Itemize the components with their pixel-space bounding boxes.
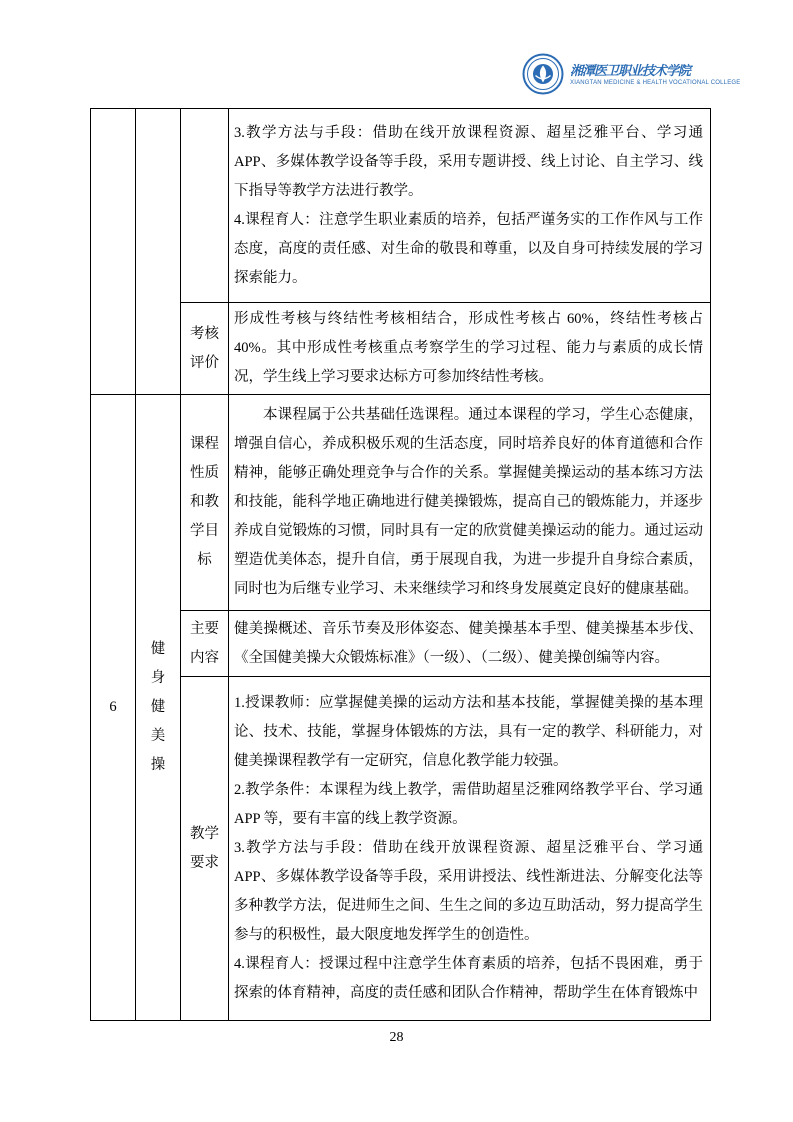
paragraph: 3.教学方法与手段：借助在线开放课程资源、超星泛雅平台、学习通 APP、多媒体教学设备等手段，采用专题讲授、线上讨论、自主学习、线下指导等教学方法进行教学。 [234, 124, 703, 199]
college-name-zh: 湘潭医卫职业技术学院 [570, 63, 691, 78]
course-name: 健身健美操 [136, 395, 181, 1021]
paragraph: 2.教学条件：本课程为线上教学，需借助超星泛雅网络教学平台、学习通 APP 等，要有丰富的线上教学资源。 [234, 782, 703, 827]
row-label-teaching-requirements: 教学要求 [181, 677, 229, 1021]
syllabus-table [90, 108, 711, 1021]
seq-cell-empty [91, 109, 136, 395]
main-content-cell [229, 611, 711, 677]
college-name-en: XIANGTAN MEDICINE & HEALTH VOCATIONAL COLLEGE [570, 80, 741, 86]
teaching-requirements-cell [229, 677, 711, 1021]
college-emblem-icon [522, 53, 564, 95]
paragraph: 1.授课教师：应掌握健美操的运动方法和基本技能，掌握健美操的基本理论、技术、技能，掌握身体锻炼的方法，具有一定的教学、科研能力，对健美操课程教学有一定研究，信息化教学能力较强。 [234, 695, 703, 769]
paragraph: 4.课程育人：注意学生职业素质的培养，包括严谨务实的工作作风与工作态度，高度的责任感、对生命的敬畏和尊重，以及自身可持续发展的学习探索能力。 [234, 211, 703, 286]
paragraph: 健美操概述、音乐节奏及形体姿态、健美操基本手型、健美操基本步伐、《全国健美操大众锻炼标准》（一级）、（二级）、健美操创编等内容。 [234, 620, 703, 666]
row-label-assessment: 考核评价 [181, 303, 229, 395]
college-logo-text [570, 62, 740, 86]
teaching-requirements-continued-cell [229, 109, 711, 303]
page-number: 28 [389, 1030, 404, 1045]
paragraph: 4.课程育人：授课过程中注意学生体育素质的培养，包括不畏困难，勇于探索的体育精神，高度的责任感和团队合作精神，帮助学生在体育锻炼中 [234, 956, 703, 1001]
paragraph: 3.教学方法与手段：借助在线开放课程资源、超星泛雅平台、学习通 APP、多媒体教学设备等手段，采用讲授法、线性渐进法、分解变化法等多种教学方法，促进师生之间、生生之间的多边互助活动，努力提高学生参与的积极性，最大限度地发挥学生的创造性。 [234, 840, 703, 943]
course-nature-content-cell [229, 395, 711, 611]
table-row-continuation [91, 109, 711, 303]
course-seq-number: 6 [91, 395, 136, 1021]
row-label-main-content: 主要内容 [181, 611, 229, 677]
course-name-cell-empty [136, 109, 181, 395]
college-logo [522, 53, 740, 95]
table-row-course-nature [91, 395, 711, 611]
paragraph: 本课程属于公共基础任选课程。通过本课程的学习，学生心态健康，增强自信心，养成积极乐观的生活态度，同时培养良好的体育道德和合作精神，能够正确处理竞争与合作的关系。掌握健美操运动的基本练习方法和技能，能科学地正确地进行健美操锻炼，提高自己的锻炼能力，并逐步养成自觉锻炼的习惯，同时具有一定的欣赏健美操运动的能力。通过运动塑造优美体态，提升自信，勇于展现自我，为进一步提升自身综合素质，同时也为后继专业学习、未来继续学习和终身发展奠定良好的健康基础。 [234, 407, 703, 597]
assessment-content-cell [229, 303, 711, 395]
table-row-teaching-requirements [91, 677, 711, 1021]
table-row-assessment [91, 303, 711, 395]
row-label-empty [181, 109, 229, 303]
table-row-main-content [91, 611, 711, 677]
paragraph: 形成性考核与终结性考核相结合，形成性考核占 60%，终结性考核占 40%。其中形成性考核重点考察学生的学习过程、能力与素质的成长情况，学生线上学习要求达标方可参加终结性考核。 [234, 311, 703, 385]
row-label-course-nature: 课程性质和教学目标 [181, 395, 229, 611]
